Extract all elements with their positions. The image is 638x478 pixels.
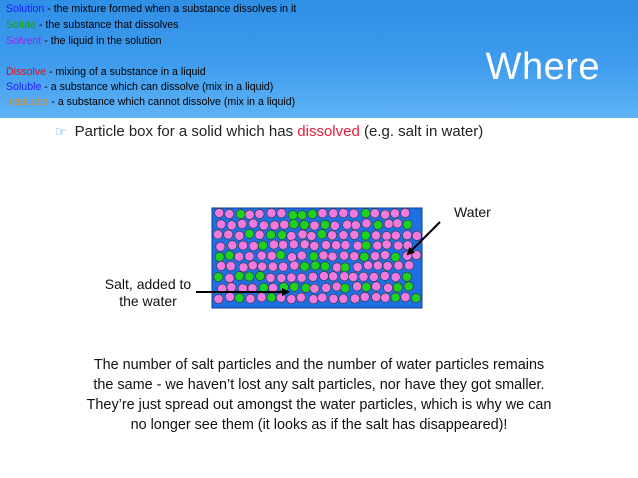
water-particle xyxy=(298,230,307,239)
water-particle xyxy=(300,240,309,249)
salt-particle xyxy=(308,210,317,219)
water-particle xyxy=(239,263,248,272)
water-particle xyxy=(339,231,348,240)
salt-particle xyxy=(317,230,326,239)
salt-particle xyxy=(258,241,267,250)
salt-particle xyxy=(321,220,330,229)
definition-term: Solvent xyxy=(6,35,42,47)
salt-particle xyxy=(341,284,350,293)
water-particle xyxy=(249,219,258,228)
water-particle xyxy=(255,209,264,218)
water-particle xyxy=(384,219,393,228)
definition-text: - the mixture formed when a substance dissolves in it xyxy=(44,3,297,15)
water-particle xyxy=(270,221,279,230)
definition-term: Insoluble xyxy=(6,96,49,108)
water-particle xyxy=(390,209,399,218)
water-particle xyxy=(289,240,298,249)
salt-particle xyxy=(245,272,254,281)
salt-particle xyxy=(277,230,286,239)
water-particle xyxy=(371,252,380,261)
water-particle xyxy=(290,261,299,270)
salt-label xyxy=(98,276,198,310)
definition-text: - a substance which cannot dissolve (mix in a liquid) xyxy=(48,96,296,108)
definition-term: Dissolve xyxy=(6,66,47,78)
salt-particle xyxy=(341,263,350,272)
salt-particle xyxy=(236,210,245,219)
water-particle xyxy=(245,252,254,261)
salt-particle xyxy=(391,253,400,262)
salt-particle xyxy=(391,293,400,302)
water-particle xyxy=(257,251,266,260)
water-particle xyxy=(382,240,391,249)
water-particle xyxy=(225,209,234,218)
water-particle xyxy=(339,209,348,218)
water-particle xyxy=(341,241,350,250)
salt-particle xyxy=(362,282,371,291)
water-particle xyxy=(391,231,400,240)
bullet-highlight: dissolved xyxy=(297,123,360,140)
water-particle xyxy=(227,221,236,230)
water-particle xyxy=(370,209,379,218)
water-particle xyxy=(360,292,369,301)
salt-particle xyxy=(289,220,298,229)
salt-particle xyxy=(288,211,297,220)
water-particle xyxy=(227,283,236,292)
water-particle xyxy=(267,251,276,260)
water-particle xyxy=(350,252,359,261)
water-particle xyxy=(394,261,403,270)
definition-text: - the liquid in the solution xyxy=(41,35,162,47)
caption-line: no longer see them (it looks as if the salt has disappeared)! xyxy=(130,417,508,433)
water-particle xyxy=(381,210,390,219)
water-particle xyxy=(353,263,362,272)
water-particle xyxy=(369,272,378,281)
water-particle xyxy=(372,292,381,301)
salt-particle xyxy=(256,271,265,280)
salt-particle xyxy=(403,220,412,229)
water-particle xyxy=(216,242,225,251)
water-particle xyxy=(339,294,348,303)
water-particle xyxy=(403,241,412,250)
water-particle xyxy=(329,209,338,218)
salt-particle xyxy=(362,241,371,250)
water-particle xyxy=(343,220,352,229)
water-particle xyxy=(245,210,254,219)
water-particle xyxy=(401,293,410,302)
water-particle xyxy=(246,294,255,303)
water-particle xyxy=(322,240,331,249)
water-particle xyxy=(350,294,359,303)
water-particle xyxy=(412,250,421,259)
salt-particle xyxy=(298,211,307,220)
caption xyxy=(70,355,568,435)
water-particle xyxy=(238,219,247,228)
water-particle xyxy=(269,240,278,249)
salt-particle xyxy=(214,272,223,281)
water-particle xyxy=(384,283,393,292)
water-particle xyxy=(330,221,339,230)
salt-particle xyxy=(235,271,244,280)
salt-particle xyxy=(235,293,244,302)
salt-particle xyxy=(300,220,309,229)
water-particle xyxy=(340,272,349,281)
water-particle xyxy=(310,221,319,230)
salt-particle xyxy=(267,293,276,302)
salt-particle xyxy=(404,282,413,291)
water-particle xyxy=(217,220,226,229)
salt-particle xyxy=(215,252,224,261)
water-particle xyxy=(351,221,360,230)
salt-label-line2: the water xyxy=(119,293,177,309)
water-particle xyxy=(235,252,244,261)
caption-line: They’re just spread out amongst the water particles, which is why we can xyxy=(86,397,552,413)
water-particle xyxy=(307,231,316,240)
water-particle xyxy=(349,272,358,281)
water-particle xyxy=(319,271,328,280)
salt-particle xyxy=(276,251,285,260)
water-particle xyxy=(248,261,257,270)
water-particle xyxy=(329,294,338,303)
water-particle xyxy=(380,271,389,280)
water-particle xyxy=(373,241,382,250)
water-label: Water xyxy=(454,204,491,220)
water-particle xyxy=(297,273,306,282)
water-particle xyxy=(328,252,337,261)
water-particle xyxy=(353,241,362,250)
water-particle xyxy=(226,262,235,271)
water-particle xyxy=(319,251,328,260)
water-particle xyxy=(255,230,264,239)
water-particle xyxy=(296,293,305,302)
salt-particle xyxy=(266,230,275,239)
definition-text: - the substance that dissolves xyxy=(36,19,179,31)
slide-title: Where xyxy=(485,46,600,88)
water-particle xyxy=(310,241,319,250)
water-particle xyxy=(381,293,390,302)
water-particle xyxy=(214,294,223,303)
water-particle xyxy=(318,293,327,302)
definition-text: - a substance which can dissolve (mix in a liquid) xyxy=(41,81,274,93)
salt-particle xyxy=(320,262,329,271)
water-particle xyxy=(328,231,337,240)
water-particle xyxy=(224,230,233,239)
salt-particle xyxy=(373,220,382,229)
water-particle xyxy=(287,295,296,304)
caption-line: the same - we haven’t lost any salt particles, nor have they got smaller. xyxy=(93,377,545,393)
water-particle xyxy=(249,242,258,251)
salt-particle xyxy=(279,283,288,292)
caption-line: The number of salt particles and the number of water particles remains xyxy=(93,357,545,373)
salt-particle xyxy=(245,229,254,238)
water-particle xyxy=(225,292,234,301)
water-particle xyxy=(405,261,414,270)
water-particle xyxy=(266,273,275,282)
water-particle xyxy=(277,209,286,218)
water-particle xyxy=(228,241,237,250)
water-particle xyxy=(394,241,403,250)
water-particle xyxy=(350,230,359,239)
salt-particle xyxy=(300,262,309,271)
water-particle xyxy=(297,251,306,260)
water-particle xyxy=(340,251,349,260)
water-particle xyxy=(267,209,276,218)
salt-particle xyxy=(393,283,402,292)
water-particle xyxy=(371,231,380,240)
water-particle xyxy=(353,282,362,291)
definition-term: Soluble xyxy=(6,81,42,93)
pointing-hand-icon: ☞ xyxy=(55,124,67,139)
water-particle xyxy=(373,261,382,270)
water-particle xyxy=(287,232,296,241)
bullet-text: Particle box for a solid which has xyxy=(74,123,298,140)
water-particle xyxy=(391,273,400,282)
water-particle xyxy=(362,219,371,228)
water-particle xyxy=(322,283,331,292)
salt-particle xyxy=(311,261,320,270)
water-particle xyxy=(372,282,381,291)
water-particle xyxy=(381,250,390,259)
water-particle xyxy=(287,253,296,262)
water-particle xyxy=(359,272,368,281)
water-particle xyxy=(403,231,412,240)
water-particle xyxy=(382,231,391,240)
salt-particle xyxy=(402,272,411,281)
water-particle xyxy=(225,274,234,283)
water-particle xyxy=(213,230,222,239)
water-particle xyxy=(332,241,341,250)
salt-particle xyxy=(225,251,234,260)
water-particle xyxy=(287,273,296,282)
water-particle xyxy=(238,241,247,250)
water-particle xyxy=(215,208,224,217)
water-particle xyxy=(257,293,266,302)
water-particle xyxy=(279,262,288,271)
water-particle xyxy=(412,231,421,240)
water-particle xyxy=(401,208,410,217)
salt-particle xyxy=(259,283,268,292)
water-particle xyxy=(364,261,373,270)
water-particle xyxy=(383,261,392,270)
water-particle xyxy=(277,273,286,282)
water-particle xyxy=(329,272,338,281)
water-particle xyxy=(268,262,277,271)
water-particle xyxy=(332,282,341,291)
water-particle xyxy=(258,262,267,271)
salt-particle xyxy=(309,252,318,261)
salt-particle xyxy=(301,283,310,292)
water-particle xyxy=(309,295,318,304)
water-particle xyxy=(235,231,244,240)
definition-term: Solute xyxy=(6,19,37,31)
water-particle xyxy=(318,209,327,218)
water-particle xyxy=(280,220,289,229)
definition-term: Solution xyxy=(6,3,45,15)
water-particle xyxy=(279,240,288,249)
water-particle xyxy=(276,293,285,302)
water-particle xyxy=(308,272,317,281)
definition-text: - mixing of a substance in a liquid xyxy=(46,66,206,78)
salt-particle xyxy=(411,293,420,302)
salt-particle xyxy=(290,282,299,291)
water-particle xyxy=(393,219,402,228)
salt-label-line1: Salt, added to xyxy=(104,276,192,292)
salt-particle xyxy=(361,231,370,240)
salt-particle xyxy=(360,252,369,261)
water-particle xyxy=(259,221,268,230)
water-particle xyxy=(310,284,319,293)
water-particle xyxy=(349,209,358,218)
water-particle xyxy=(217,261,226,270)
salt-particle xyxy=(361,209,370,218)
bullet-text-end: (e.g. salt in water) xyxy=(359,123,484,140)
